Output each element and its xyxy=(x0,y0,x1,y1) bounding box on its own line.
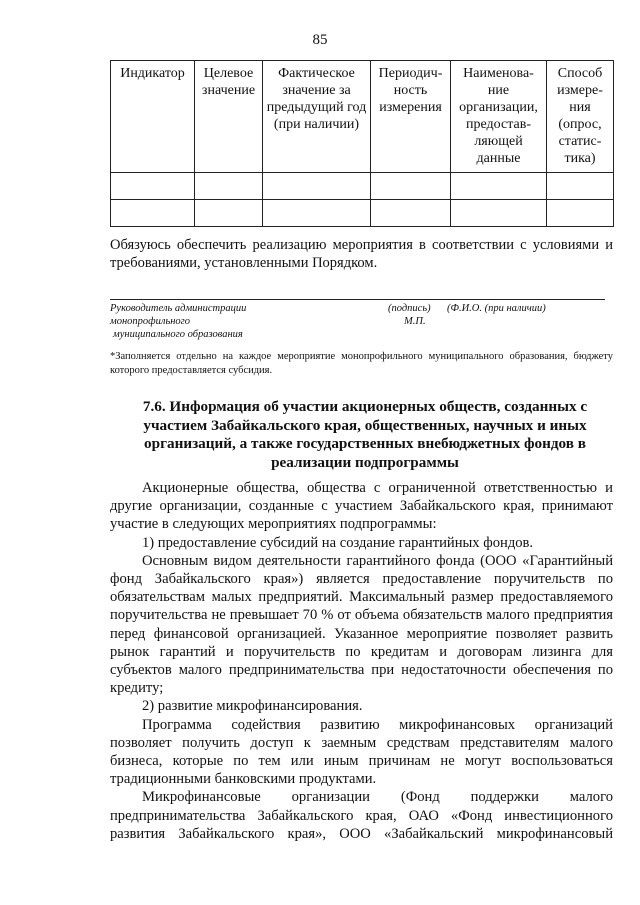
table-cell xyxy=(371,200,451,227)
paragraph: Программа содействия развитию микрофинансовых организаций позволяет получить доступ к заемным средствам представителям малого бизнеса, которые по тем или иным причинам не могут воспользоваться традиционными банковскими продуктами. xyxy=(110,716,613,788)
header-organization: Наименова-ние организации, предостав-ляющей данные xyxy=(451,61,547,173)
table-cell xyxy=(451,200,547,227)
section-heading: 7.6. Информация об участии акционерных обществ, созданных с участием Забайкальского края, общественных, научных и иных организаций, а также государственных внебюджетных фондов в реализации подпрограммы xyxy=(142,398,588,471)
table-row xyxy=(111,173,614,200)
paragraph: Основным видом деятельности гарантийного фонда (ООО «Гарантийный фонд Забайкальского края») является предоставление поручительств по обязательствам малых предприятий. Максимальный размер предоставляемого поручительства не превышает 70 % от объема обязательств малого предприятия перед финансовой организацией. Указанное мероприятие позволяет развить рынок гарантий и поручительств по кредитам и договорам лизинга для субъектов малого предпринимательства при недостаточности обеспечения по кредиту; xyxy=(110,552,613,697)
section-body xyxy=(110,479,613,843)
indicator-table xyxy=(110,60,614,227)
table-cell xyxy=(263,173,371,200)
footnote: *Заполняется отдельно на каждое мероприятие монопрофильного муниципального образования, бюджету которого предоставляется субсидия. xyxy=(110,351,613,376)
table-cell xyxy=(451,173,547,200)
name-label: (Ф.И.О. (при наличии) xyxy=(447,303,546,314)
header-indicator: Индикатор xyxy=(111,61,195,173)
signature-line xyxy=(110,299,605,300)
table-cell xyxy=(195,173,263,200)
paragraph: Микрофинансовые организации (Фонд поддержки малого предпринимательства Забайкальского края, ОАО «Фонд инвестиционного развития Забайкальского края», ООО «Забайкальский микрофинансовый xyxy=(110,789,613,842)
official-title-line1: Руководитель администрации xyxy=(110,303,247,314)
official-title-line3: муниципального образования xyxy=(113,329,243,340)
table-row xyxy=(111,200,614,227)
official-title-line2: монопрофильного xyxy=(110,316,191,327)
header-target-value: Целевое значение xyxy=(195,61,263,173)
table-cell xyxy=(263,200,371,227)
table-cell xyxy=(547,173,614,200)
table-cell xyxy=(547,200,614,227)
table-cell xyxy=(111,200,195,227)
paragraph: Акционерные общества, общества с ограниченной ответственностью и другие организации, созданные с участием Забайкальского края, принимают участие в следующих мероприятиях подпрограммы: xyxy=(110,480,613,533)
header-method: Способ измере-ния (опрос, статис-тика) xyxy=(547,61,614,173)
paragraph: 1) предоставление субсидий на создание гарантийных фондов. xyxy=(142,534,534,551)
pledge-text: Обязуюсь обеспечить реализацию мероприятия в соответствии с условиями и требованиями, установленными Порядком. xyxy=(110,237,613,271)
page-number: 85 xyxy=(312,32,328,48)
table-header-row xyxy=(111,61,614,173)
signature-label: (подпись) xyxy=(388,303,431,314)
stamp-label: М.П. xyxy=(404,316,426,327)
header-actual-value: Фактическое значение за предыдущий год (при наличии) xyxy=(263,61,371,173)
table-cell xyxy=(111,173,195,200)
paragraph: 2) развитие микрофинансирования. xyxy=(142,698,363,715)
table-cell xyxy=(195,200,263,227)
header-periodicity: Периодич-ность измерения xyxy=(371,61,451,173)
table-cell xyxy=(371,173,451,200)
